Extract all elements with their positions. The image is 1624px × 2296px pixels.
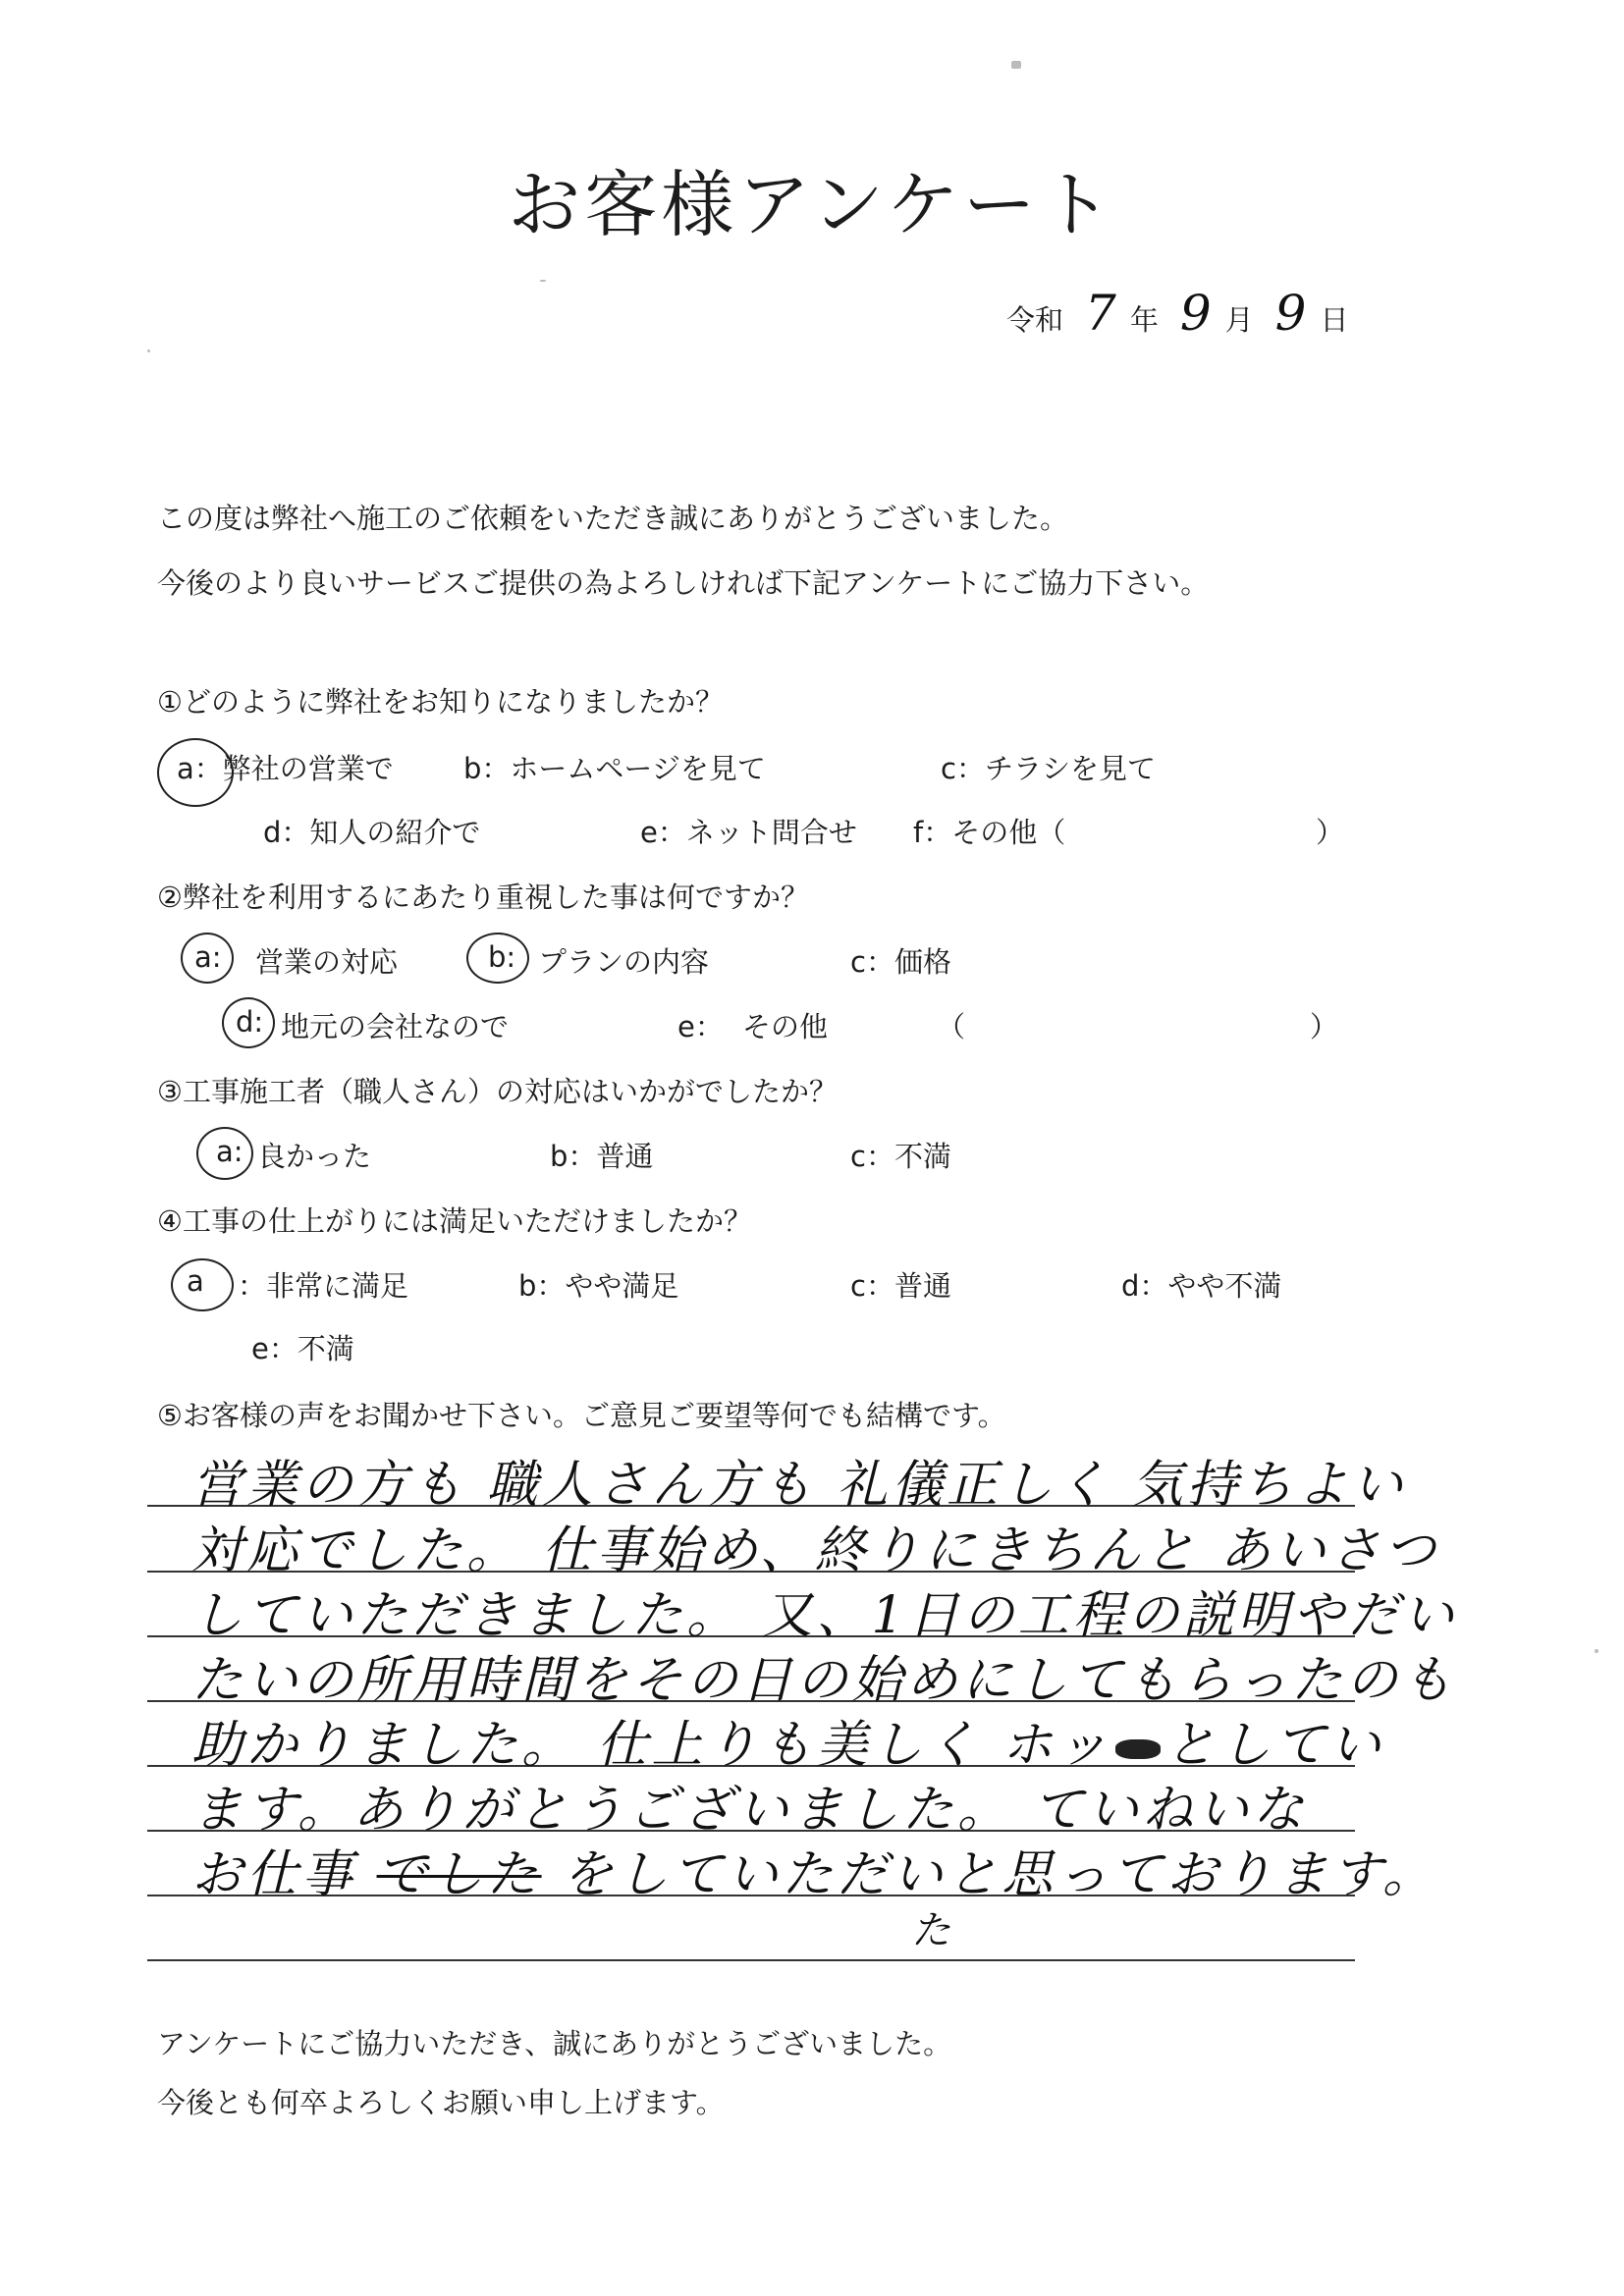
- q1-option-f: f：その他（: [913, 816, 1066, 849]
- q2-option-e-text: その他: [742, 1010, 829, 1043]
- date-row: [1006, 285, 1349, 342]
- question-3: ③工事施工者（職人さん）の対応はいかがでしたか？: [157, 1075, 838, 1108]
- q2-option-b-text: プランの内容: [538, 945, 710, 979]
- closing-line-1: アンケートにご協力いただき、誠にありがとうございました。: [157, 2027, 952, 2060]
- q4-option-a-key: a: [187, 1264, 204, 1298]
- handwritten-answer-line-6: ます。ありがとうございました。 ていねいな: [191, 1781, 1308, 1840]
- q1-option-e: e：ネット問合せ: [640, 816, 857, 849]
- q3-option-c: c：不満: [850, 1140, 951, 1173]
- scan-speck: [147, 349, 150, 352]
- q1-option-a: a：弊社の営業で: [177, 752, 394, 785]
- era-label: 令和: [1006, 303, 1064, 337]
- q4-option-b: b：やや満足: [518, 1269, 679, 1303]
- question-5: ⑤お客様の声をお聞かせ下さい。ご意見ご要望等何でも結構です。: [157, 1399, 1006, 1432]
- handwritten-answer-line-7-a: お仕事: [191, 1845, 357, 1904]
- question-4: ④工事の仕上がりには満足いただけましたか？: [157, 1204, 752, 1238]
- q2-option-c: c：価格: [850, 945, 951, 979]
- month-unit: 月: [1224, 303, 1254, 337]
- handwritten-answer-line-5-a: 助かりました。 仕上りも美しく ホッ: [191, 1716, 1112, 1775]
- scan-speck: [1595, 1649, 1598, 1653]
- q4-option-c: c：普通: [850, 1269, 951, 1303]
- q4-option-a-text: ：非常に満足: [238, 1269, 409, 1303]
- handwritten-answer-line-3: していただきました。 又、1日の工程の説明やだい: [191, 1586, 1458, 1645]
- month-value: 9: [1179, 285, 1212, 342]
- q2-option-d-text: 地元の会社なので: [281, 1010, 510, 1043]
- q3-option-a-text: 良かった: [257, 1140, 372, 1173]
- question-2: ②弊社を利用するにあたり重視した事は何ですか？: [157, 881, 809, 914]
- handwritten-answer-line-5: [191, 1703, 1384, 1777]
- q2-option-a-text: 営業の対応: [255, 945, 399, 979]
- handwritten-answer-line-1: 営業の方も 職人さん方も 礼儀正しく 気持ちよい: [191, 1456, 1407, 1515]
- intro-line-2: 今後のより良いサービスご提供の為よろしければ下記アンケートにご協力下さい。: [157, 566, 1210, 600]
- q1-option-b: b：ホームページを見て: [463, 752, 766, 785]
- q3-option-b: b：普通: [550, 1140, 654, 1173]
- q4-option-d: d：やや不満: [1121, 1269, 1282, 1303]
- scan-speck: [540, 280, 546, 282]
- handwritten-insertion: た: [911, 1908, 950, 1953]
- q2-option-a-key: a:: [194, 940, 222, 974]
- day-unit: 日: [1320, 303, 1349, 337]
- q1-option-f-close: ）: [1316, 816, 1345, 849]
- q4-option-e: e：不満: [251, 1332, 354, 1365]
- year-value: 7: [1085, 285, 1116, 342]
- q3-option-a-key: a:: [216, 1135, 244, 1168]
- handwritten-answer-line-7: [191, 1833, 1437, 1906]
- handwritten-answer-line-2: 対応でした。 仕事始め、終りにきちんと あいさつ: [191, 1522, 1439, 1580]
- q2-option-e-open: （: [937, 1010, 966, 1043]
- year-unit: 年: [1129, 303, 1159, 337]
- q2-option-e-close: ）: [1310, 1010, 1339, 1043]
- question-1: ①どのように弊社をお知りになりましたか？: [157, 685, 724, 719]
- day-value: 9: [1274, 285, 1307, 342]
- scan-speck: [1011, 61, 1021, 69]
- q1-option-c: c：チラシを見て: [941, 752, 1156, 785]
- intro-line-1: この度は弊社へ施工のご依頼をいただき誠にありがとうございました。: [157, 502, 1069, 535]
- handwritten-answer-line-5-b: としてい: [1164, 1716, 1385, 1775]
- answer-rule-8: [147, 1959, 1355, 1961]
- q2-option-b-key: b:: [488, 940, 516, 974]
- handwritten-answer-line-7-b: をしていただいと思っております。: [562, 1845, 1437, 1904]
- q1-option-d: d：知人の紹介で: [263, 816, 481, 849]
- scribble-mark: [1115, 1739, 1161, 1759]
- struck-out-text: でした: [376, 1845, 542, 1904]
- handwritten-answer-line-4: たいの所用時間をその日の始めにしてもらったのも: [191, 1651, 1457, 1710]
- closing-line-2: 今後とも何卒よろしくお願い申し上げます。: [157, 2086, 725, 2119]
- page-title: お客様アンケート: [508, 163, 1116, 247]
- q2-option-d-key: d:: [236, 1005, 264, 1039]
- q2-option-e-key: e：: [677, 1010, 724, 1043]
